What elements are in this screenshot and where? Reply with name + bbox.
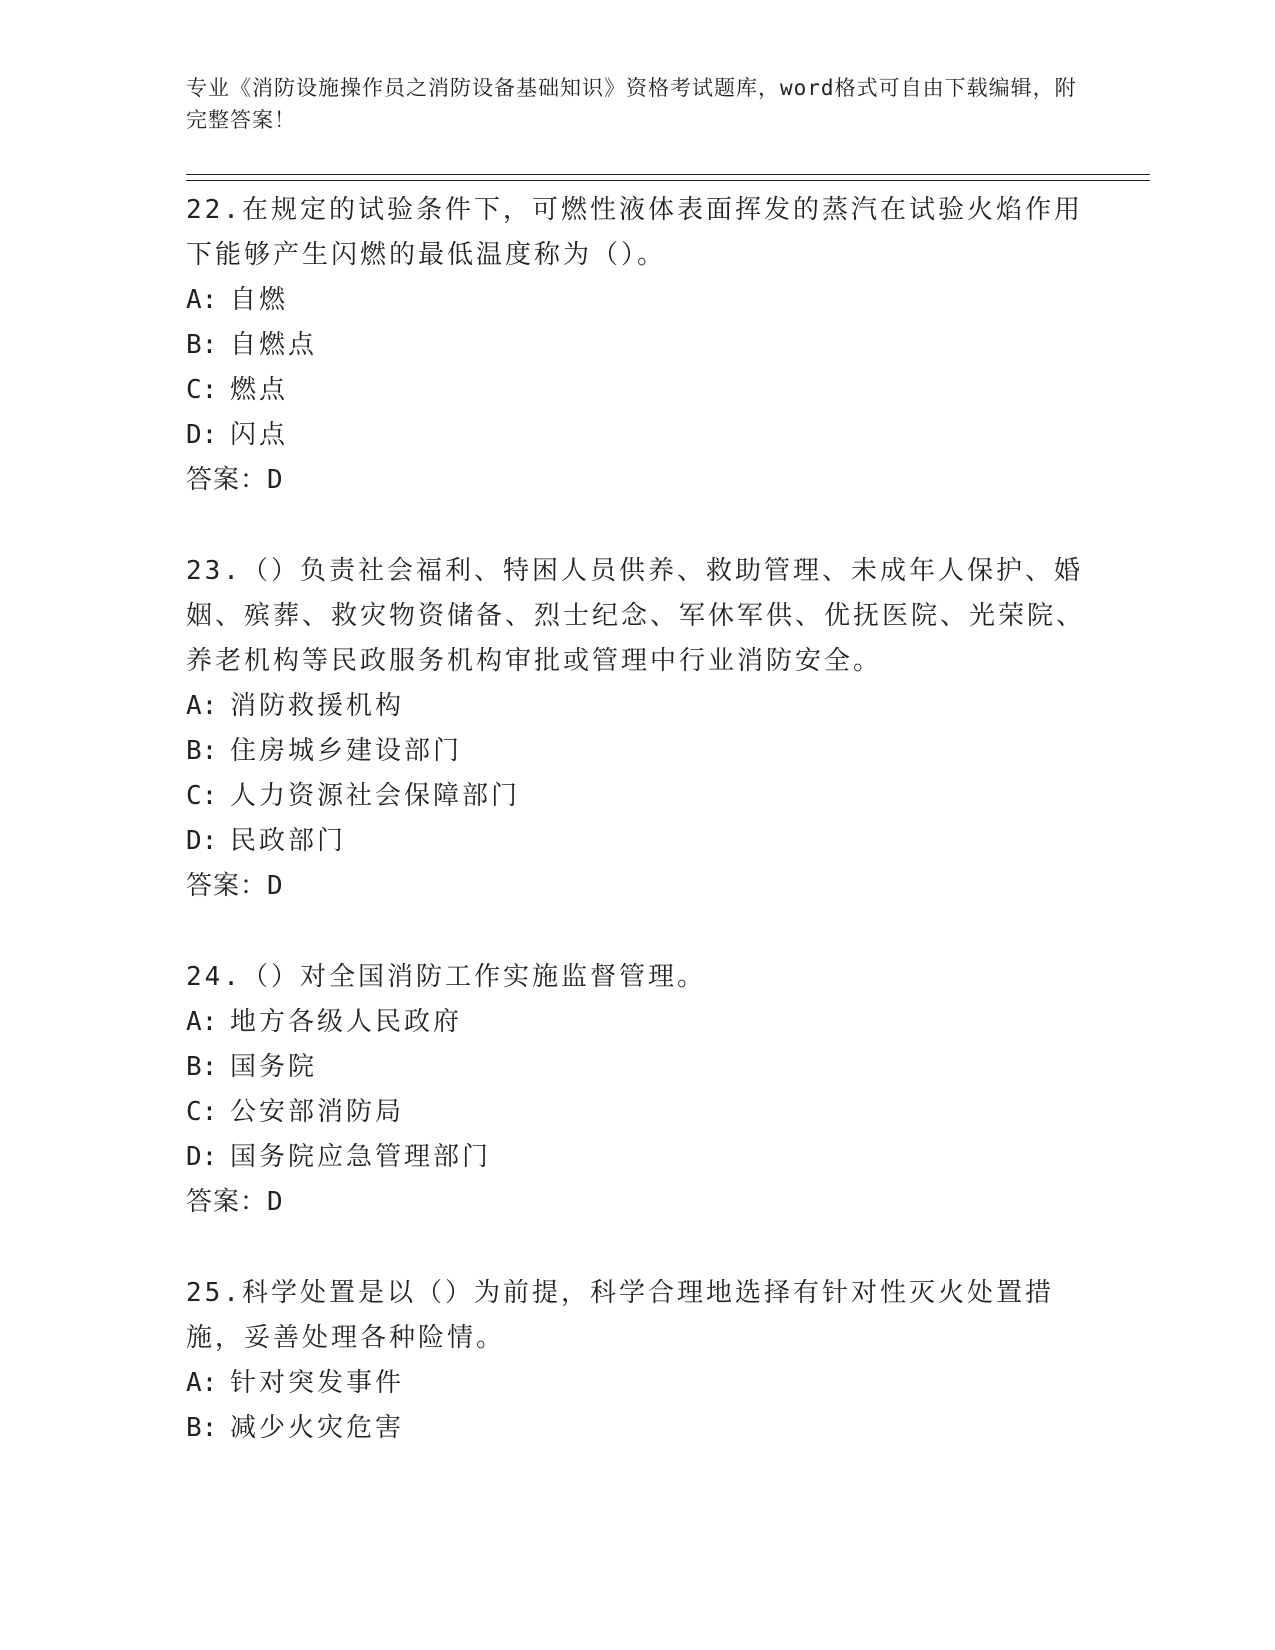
option-a [186,278,1086,323]
answer: 答案：D [186,465,284,495]
option-c [186,368,1086,413]
question-stem: 24.（）对全国消防工作实施监督管理。 [186,962,706,992]
option-d [186,819,1086,864]
option-text: 减少火灾危害 [230,1413,405,1443]
option-text: 民政部门 [230,826,347,856]
option-key: D: [186,1142,218,1172]
option-c [186,774,1086,819]
question-22 [186,188,1086,503]
option-key: B: [186,1413,218,1443]
option-text: 地方各级人民政府 [230,1007,463,1037]
option-d [186,413,1086,458]
question-24 [186,955,1086,1225]
option-d [186,1135,1086,1180]
option-key: B: [186,1052,218,1082]
question-stem: 23.（）负责社会福利、特困人员供养、救助管理、未成年人保护、婚姻、殡葬、救灾物资储备、烈士纪念、军休军供、优抚医院、光荣院、养老机构等民政服务机构审批或管理中行业消防安全。 [186,556,1086,676]
option-key: D: [186,826,218,856]
option-key: A: [186,285,218,315]
header-rule-bottom [186,180,1150,181]
option-a [186,684,1086,729]
option-text: 住房城乡建设部门 [230,736,463,766]
option-key: C: [186,375,218,405]
question-stem: 22.在规定的试验条件下，可燃性液体表面挥发的蒸汽在试验火焰作用下能够产生闪燃的最低温度称为（）。 [186,195,1083,270]
question-list [186,188,1086,1497]
answer: 答案：D [186,1187,284,1217]
option-text: 针对突发事件 [230,1368,405,1398]
option-b [186,1045,1086,1090]
option-text: 公安部消防局 [230,1097,405,1127]
option-key: B: [186,736,218,766]
option-text: 国务院应急管理部门 [230,1142,492,1172]
option-c [186,1090,1086,1135]
option-key: C: [186,1097,218,1127]
option-text: 国务院 [230,1052,318,1082]
option-b [186,1406,1086,1451]
option-key: A: [186,1368,218,1398]
option-a [186,1361,1086,1406]
option-text: 自燃点 [230,330,318,360]
option-key: C: [186,781,218,811]
question-25 [186,1271,1086,1451]
question-stem: 25.科学处置是以（）为前提，科学合理地选择有针对性灭火处置措施，妥善处理各种险情。 [186,1278,1054,1353]
option-text: 闪点 [230,420,289,450]
question-23 [186,549,1086,909]
option-text: 消防救援机构 [230,691,405,721]
option-key: B: [186,330,218,360]
option-text: 人力资源社会保障部门 [230,781,521,811]
option-b [186,729,1086,774]
option-a [186,1000,1086,1045]
answer: 答案：D [186,871,284,901]
option-key: A: [186,1007,218,1037]
option-key: A: [186,691,218,721]
document-header: 专业《消防设施操作员之消防设备基础知识》资格考试题库，word格式可自由下载编辑，附完整答案！ [186,76,1077,132]
option-key: D: [186,420,218,450]
option-text: 燃点 [230,375,289,405]
header-rule-top [186,174,1150,175]
option-b [186,323,1086,368]
option-text: 自燃 [230,285,289,315]
